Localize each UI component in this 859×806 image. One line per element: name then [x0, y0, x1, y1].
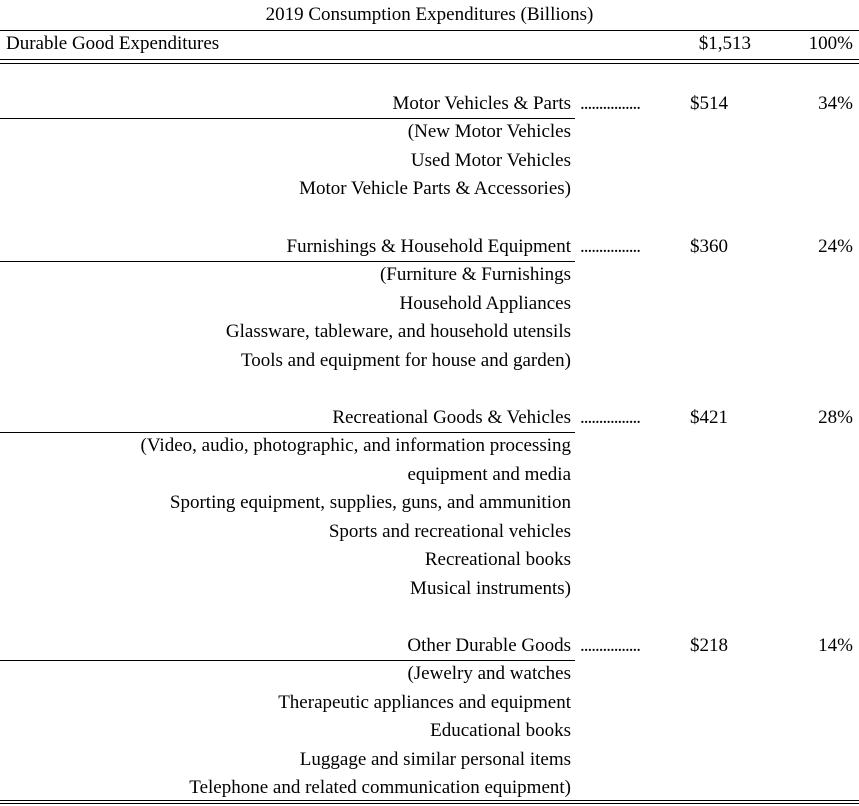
leader-dots: ................ [580, 236, 640, 257]
category-value: $421 [690, 407, 728, 428]
title-divider [0, 30, 859, 31]
category-item: Therapeutic appliances and equipment [278, 692, 571, 713]
category-item: Glassware, tableware, and household utensils [225, 321, 571, 342]
category-percent: 14% [818, 635, 853, 656]
category-item: (Video, audio, photographic, and information processing [140, 435, 571, 456]
leader-dots: ................ [580, 93, 640, 114]
category-label: Furnishings & Household Equipment [286, 236, 571, 257]
header-double-rule-top [0, 59, 859, 60]
category-item: Musical instruments) [410, 578, 571, 599]
category-percent: 24% [818, 236, 853, 257]
category-item: Recreational books [424, 549, 571, 570]
category-item: (New Motor Vehicles [407, 121, 571, 142]
leader-dots: ................ [580, 635, 640, 656]
page-title: 2019 Consumption Expenditures (Billions) [265, 4, 594, 25]
category-item: Tools and equipment for house and garden) [240, 350, 571, 371]
category-underline [0, 432, 575, 433]
category-underline [0, 660, 575, 661]
category-item: (Jewelry and watches [407, 663, 571, 684]
category-item: Luggage and similar personal items [299, 749, 571, 770]
category-value: $360 [690, 236, 728, 257]
category-percent: 34% [818, 93, 853, 114]
header-total: $1,513 [698, 33, 751, 54]
category-label: Motor Vehicles & Parts [392, 93, 571, 114]
category-item: (Furniture & Furnishings [379, 264, 571, 285]
category-item: Used Motor Vehicles [410, 150, 571, 171]
bottom-rule-bottom [0, 803, 859, 804]
header-percent: 100% [808, 33, 853, 54]
category-item: Household Appliances [399, 293, 571, 314]
category-item: Educational books [430, 720, 571, 741]
category-label: Other Durable Goods [407, 635, 571, 656]
category-item: Motor Vehicle Parts & Accessories) [299, 178, 571, 199]
category-item: equipment and media [407, 464, 571, 485]
bottom-rule-top [0, 800, 859, 801]
category-item: Sports and recreational vehicles [328, 521, 571, 542]
category-percent: 28% [818, 407, 853, 428]
category-underline [0, 118, 575, 119]
category-item: Telephone and related communication equipment) [189, 777, 571, 798]
header-label: Durable Good Expenditures [6, 33, 220, 54]
category-label: Recreational Goods & Vehicles [332, 407, 571, 428]
leader-dots: ................ [580, 407, 640, 428]
category-item: Sporting equipment, supplies, guns, and ammunition [169, 492, 571, 513]
category-underline [0, 261, 575, 262]
header-double-rule-bottom [0, 63, 859, 64]
category-value: $514 [690, 93, 728, 114]
category-value: $218 [690, 635, 728, 656]
